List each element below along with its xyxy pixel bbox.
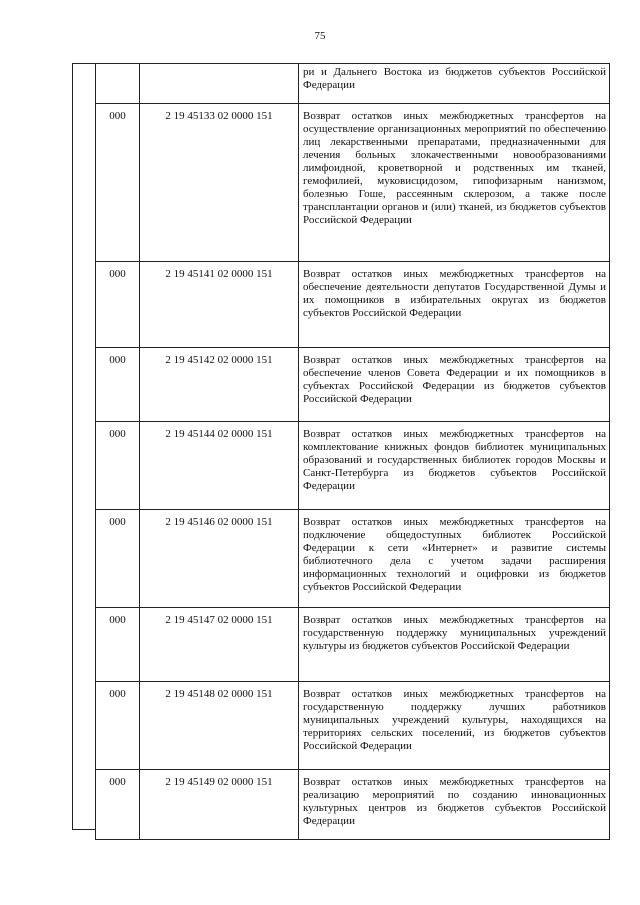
kbk-code-cell: 2 19 45148 02 0000 151: [140, 682, 299, 770]
kbk-code-cell: 2 19 45149 02 0000 151: [140, 770, 299, 840]
table-row: [96, 608, 610, 682]
description-cell: Возврат остатков иных межбюджетных трансфертов на государственную поддержку лучших работников муниципальных учреждений культуры, находящихся на территориях сельских поселений, из бюджетов субъектов Российской Федерации: [299, 682, 610, 770]
description-cell: Возврат остатков иных межбюджетных трансфертов на осуществление организационных мероприятий по обеспечению лиц лекарственными препаратами, предназначенными для лечения больных злокачественными новообразованиями лимфоидной, кроветворной и родственных им тканей, гемофилией, муковисцидозом, гипофизарным нанизмом, болезнью Гоше, рассеянным склерозом, а также после трансплантации органов и (или) тканей, из бюджетов субъектов Российской Федерации: [299, 104, 610, 262]
admin-code-cell: 000: [96, 262, 140, 348]
description-cell: Возврат остатков иных межбюджетных трансфертов на государственную поддержку муниципальных учреждений культуры из бюджетов субъектов Российской Федерации: [299, 608, 610, 682]
description-cell: Возврат остатков иных межбюджетных трансфертов на комплектование книжных фондов библиотек муниципальных образований и государственных библиотек городов Москвы и Санкт-Петербурга из бюджетов субъектов Российской Федерации: [299, 422, 610, 510]
budget-codes-table: [95, 63, 610, 840]
table-row: [96, 682, 610, 770]
kbk-code-cell: 2 19 45142 02 0000 151: [140, 348, 299, 422]
admin-code-cell: 000: [96, 682, 140, 770]
admin-code-cell: 000: [96, 422, 140, 510]
table-row: [96, 770, 610, 840]
table-row: [96, 64, 610, 104]
page-number: 75: [314, 30, 326, 42]
description-cell: Возврат остатков иных межбюджетных трансфертов на реализацию мероприятий по созданию инновационных культурных центров из бюджетов субъектов Российской Федерации: [299, 770, 610, 840]
admin-code-cell: 000: [96, 104, 140, 262]
admin-code-cell: 000: [96, 770, 140, 840]
table-row: [96, 510, 610, 608]
kbk-code-cell: 2 19 45146 02 0000 151: [140, 510, 299, 608]
admin-code-cell: [96, 64, 140, 104]
table-row: [96, 104, 610, 262]
admin-code-cell: 000: [96, 608, 140, 682]
description-cell: ри и Дальнего Востока из бюджетов субъектов Российской Федерации: [299, 64, 610, 104]
table-row: [96, 262, 610, 348]
kbk-code-cell: 2 19 45147 02 0000 151: [140, 608, 299, 682]
table-row: [96, 422, 610, 510]
admin-code-cell: 000: [96, 348, 140, 422]
kbk-code-cell: 2 19 45133 02 0000 151: [140, 104, 299, 262]
description-cell: Возврат остатков иных межбюджетных трансфертов на обеспечение членов Совета Федерации и их помощников в субъектах Российской Федерации из бюджетов субъектов Российской Федерации: [299, 348, 610, 422]
description-cell: Возврат остатков иных межбюджетных трансфертов на обеспечение деятельности депутатов Государственной Думы и их помощников в избирательных округах из бюджетов субъектов Российской Федерации: [299, 262, 610, 348]
kbk-code-cell: 2 19 45144 02 0000 151: [140, 422, 299, 510]
table-row: [96, 348, 610, 422]
description-cell: Возврат остатков иных межбюджетных трансфертов на подключение общедоступных библиотек Российской Федерации к сети «Интернет» и развитие системы библиотечного дела с учетом задачи расширения информационных технологий и оцифровки из бюджетов субъектов Российской Федерации: [299, 510, 610, 608]
admin-code-cell: 000: [96, 510, 140, 608]
table-left-margin-column: [72, 63, 95, 830]
kbk-code-cell: 2 19 45141 02 0000 151: [140, 262, 299, 348]
kbk-code-cell: [140, 64, 299, 104]
